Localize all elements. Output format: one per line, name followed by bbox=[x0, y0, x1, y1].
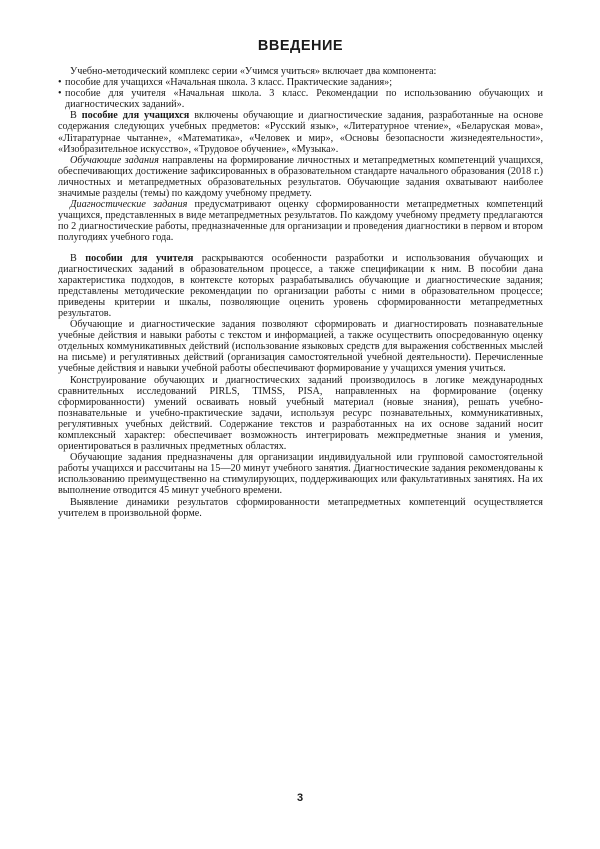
teacher-manual-term: пособии для учителя bbox=[85, 252, 194, 264]
paragraph-lead: В bbox=[70, 252, 86, 264]
bullet-icon: • bbox=[58, 88, 62, 100]
paragraph-lead: В bbox=[70, 110, 82, 122]
training-tasks-paragraph bbox=[58, 155, 543, 199]
tasks-allow-paragraph: Обучающие и диагностические задания позволяют сформировать и диагностировать познавательные учебные действия и навыки работы с текстом и информацией, а также осуществить опосредованную оценку отдельных коммуникативных действий (использование языковых средств для выражения собственных мыслей на письме) и регулятивных действий (организация самостоятельной учебной деятельности). Перечисленные учебные действия и навыки учебной работы обеспечивают формирование у учащихся умения учиться. bbox=[58, 319, 543, 375]
list-item-text: пособие для учителя «Начальная школа. 3 класс. Рекомендации по использованию обучающих и диагностических заданий». bbox=[65, 88, 543, 111]
dynamics-paragraph: Выявление динамики результатов сформированности метапредметных компетенций осуществляется учителем в произвольной форме. bbox=[58, 496, 543, 519]
paragraph-text: предусматривают оценку сформированности метапредметных компетенций учащихся, представленных в виде метапредметных результатов. По каждому учебному предмету предлагаются по 2 диагностические работы, предназначенные для организации и проведения диагностики в первом и втором полугодиях учебного года. bbox=[58, 199, 543, 244]
list-item-text: пособие для учащихся «Начальная школа. 3 класс. Практические задания»; bbox=[65, 77, 393, 89]
time-paragraph: Обучающие задания предназначены для организации индивидуальной или групповой самостоятельной работы учащихся и рассчитаны на 15—20 минут учебного занятия. Диагностические задания рекомендованы к использованию преимущественно на стимулирующих, поддерживающих или факультативных занятиях. На их выполнение отводится 45 минут учебного времени. bbox=[58, 452, 543, 497]
document-body bbox=[58, 66, 543, 519]
page-content bbox=[58, 38, 543, 519]
diagnostic-tasks-paragraph bbox=[58, 199, 543, 243]
students-manual-paragraph bbox=[58, 110, 543, 154]
components-list bbox=[58, 77, 543, 110]
paragraph-text: раскрываются особенности разработки и использования обучающих и диагностических заданий в образовательном процессе, а также спецификации к ним. В пособии дана характеристика подходов, в контексте которых разрабатывались обучающие и диагностические задания; представлены методические рекомендации по организации работы с ними в образовательном процессе; приведены критерии и шкалы, позволяющие оценить уровень сформированности метапредметных результатов. bbox=[58, 252, 543, 319]
bullet-icon: • bbox=[58, 77, 62, 89]
page-number: 3 bbox=[296, 792, 304, 804]
paragraph-text: включены обучающие и диагностические задания, разработанные на основе содержания следующих учебных предметов: «Русский язык», «Литературное чтение», «Беларуская мова», «Літаратурнае чытанне», «Математика», «Человек и мир», «Основы безопасности жизнедеятельности», «Изобразительное искусство», «Трудовое обучение», «Музыка». bbox=[58, 110, 543, 155]
students-manual-term: пособие для учащихся bbox=[81, 110, 190, 122]
design-paragraph: Конструирование обучающих и диагностических заданий производилось в логике международных сравнительных исследований PIRLS, TIMSS, PISA, направленных на формирование (оценку сформированности) умений осваивать новый учебный материал (новые знания), решать учебно-познавательные и учебно-практические задачи, используя ресурс познавательных, коммуникативных, регулятивных учебных действий. Содержание текстов и разработанных на их основе заданий носит комплексный характер: обеспечивает возможность интегрировать межпредметные знания и умения, ориентироваться в различных предметных областях. bbox=[58, 374, 543, 453]
training-tasks-term: Обучающие задания bbox=[70, 154, 159, 166]
teacher-manual-paragraph bbox=[58, 253, 543, 320]
page-title: ВВЕДЕНИЕ bbox=[257, 38, 344, 54]
list-item bbox=[58, 77, 543, 88]
diagnostic-tasks-term: Диагностические задания bbox=[70, 199, 188, 211]
intro-paragraph: Учебно-методический комплекс серии «Учимся учиться» включает два компонента: bbox=[70, 66, 437, 77]
paragraph-text: направлены на формирование личностных и метапредметных компетенций учащихся, обеспечивающих достижение зафиксированных в образовательном стандарте начального образования (2018 г.) личностных и метапредметных образовательных результатов. Обучающие задания охватывают наиболее значимые разделы (темы) по каждому учебному предмету. bbox=[58, 154, 543, 200]
list-item bbox=[58, 88, 543, 110]
